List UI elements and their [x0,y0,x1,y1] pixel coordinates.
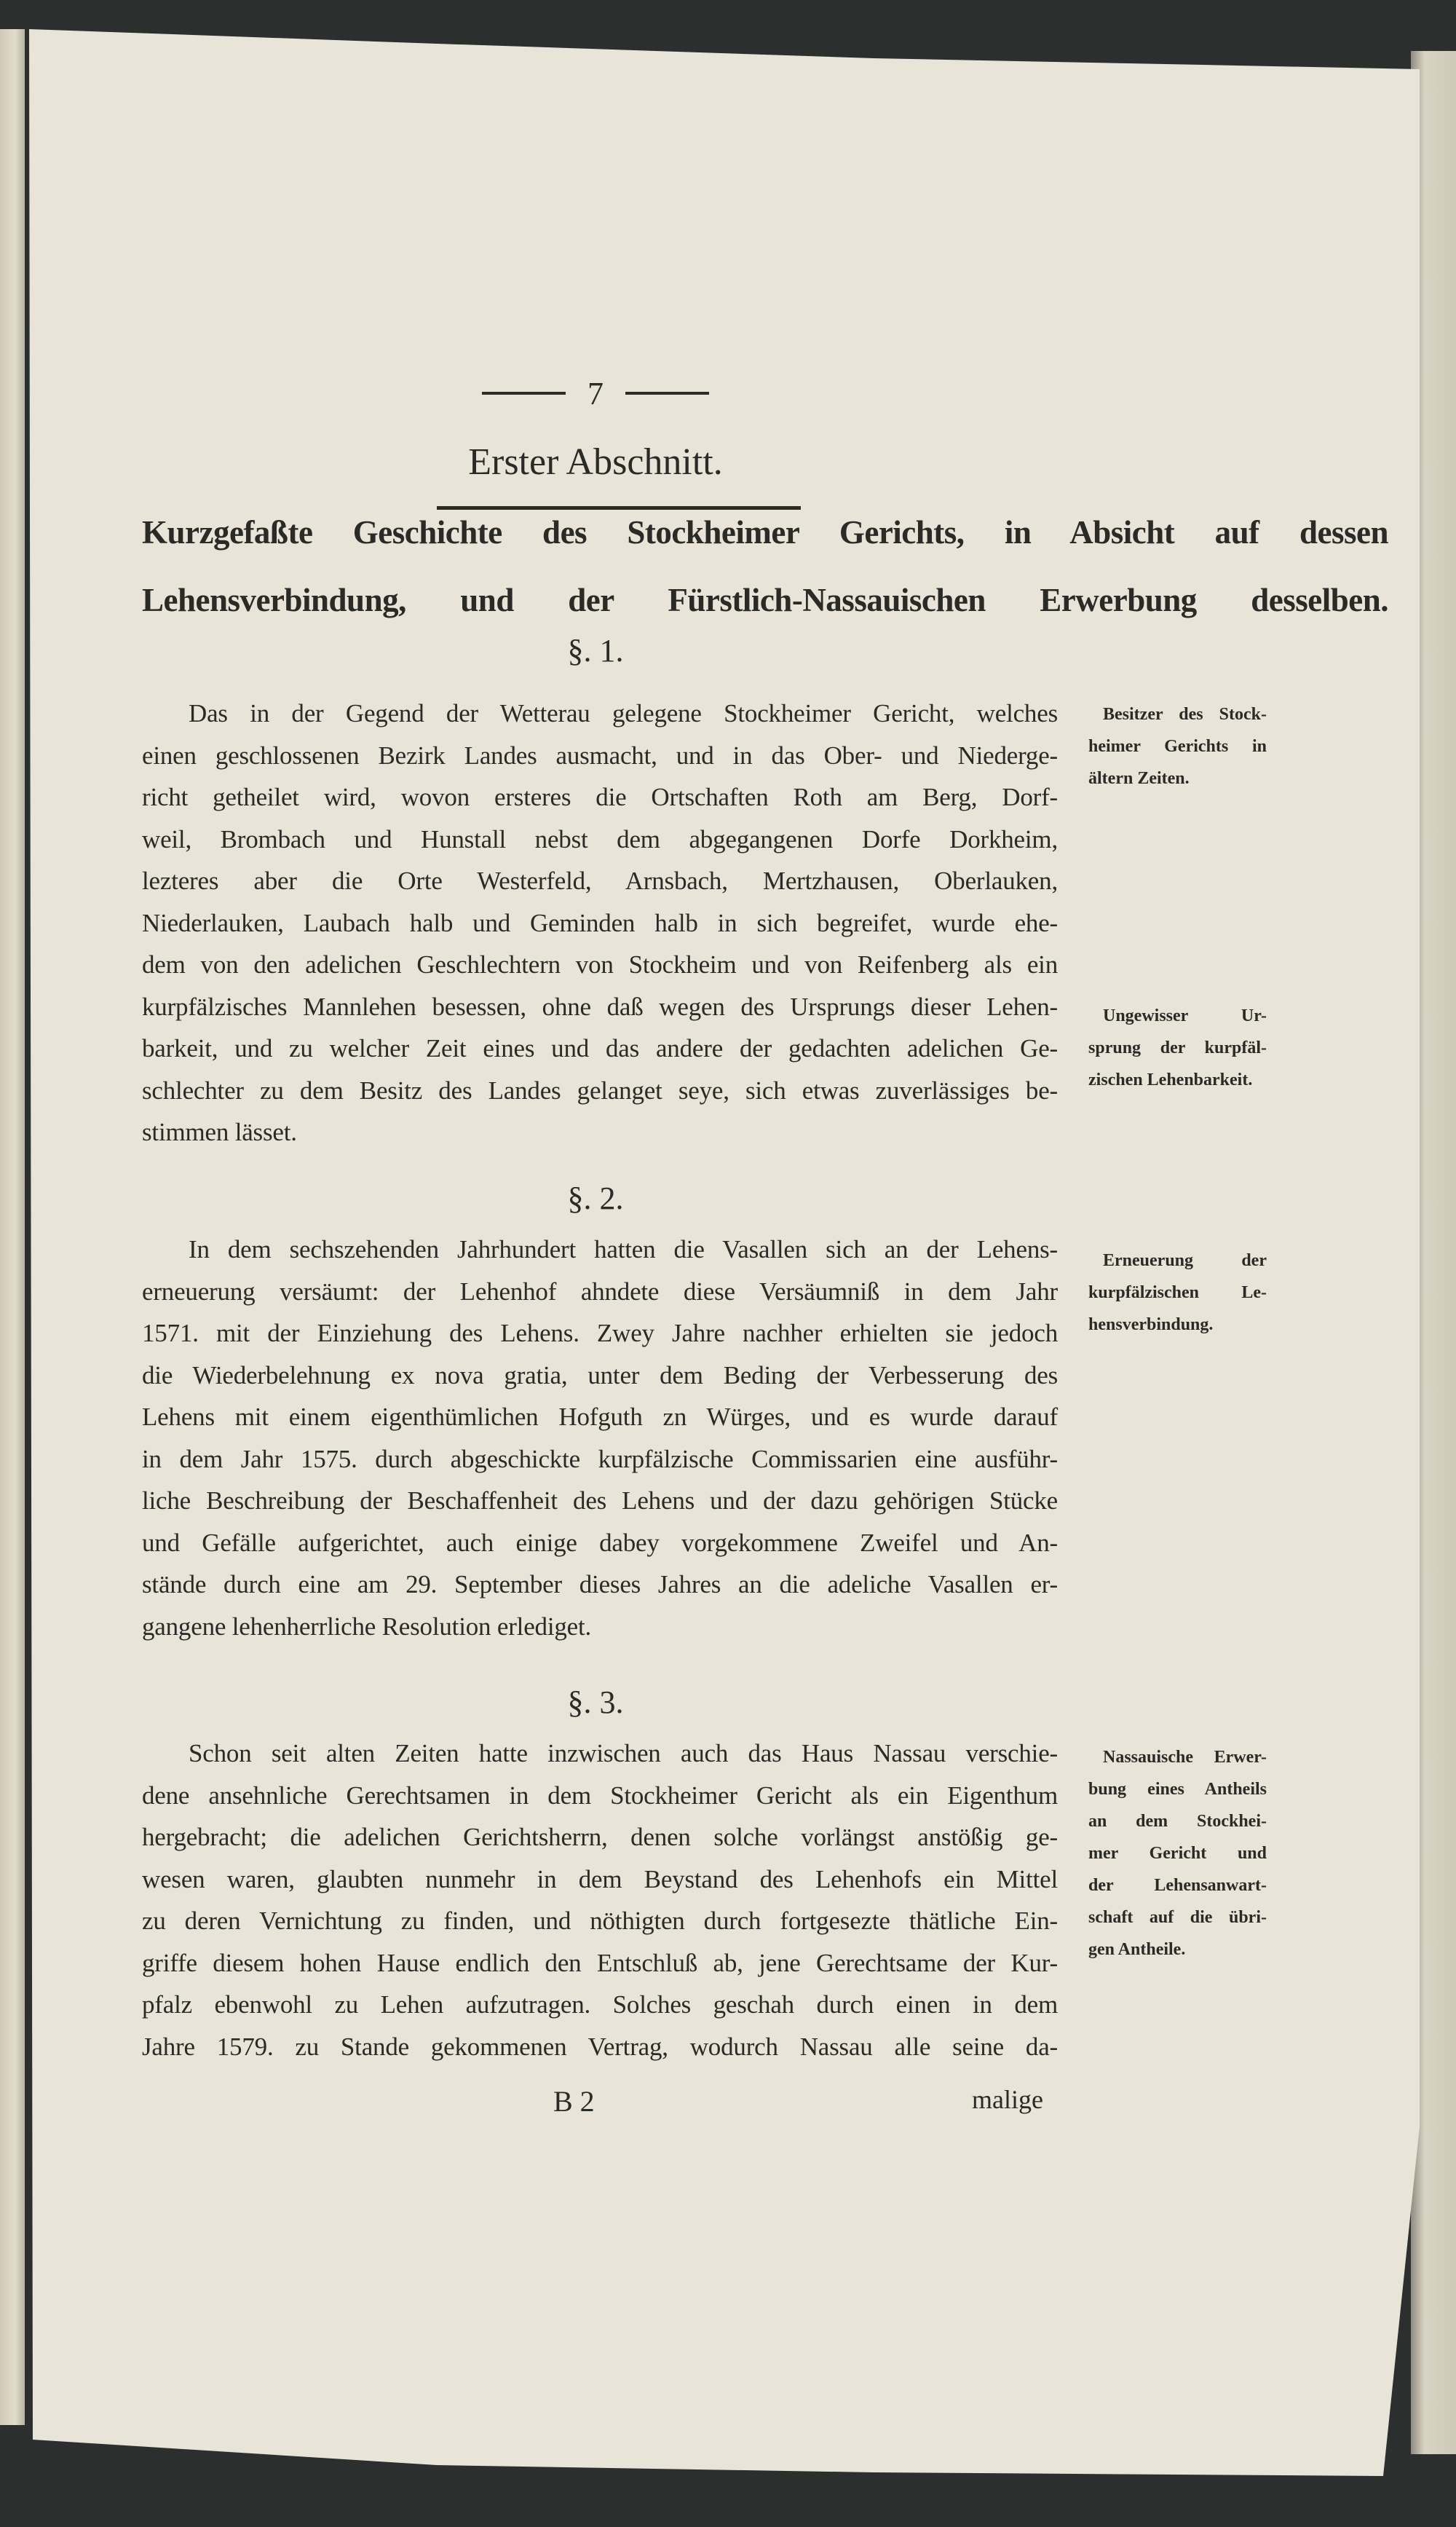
page-header [0,375,1191,412]
page-number: 7 [587,376,604,411]
paragraph-line: griffe diesem hohen Hause endlich den Entschluß ab, jene Gerechtsame der Kur- [142,1949,1058,1977]
paragraph-line: Schon seit alten Zeiten hatte inzwischen auch das Haus Nassau verschie- [189,1739,1058,1767]
paragraph-line: Lehens mit einem eigenthümlichen Hofguth zn Würges, und es wurde darauf [142,1403,1058,1431]
paragraph-line: hergebracht; die adelichen Gerichtsherrn, denen solche vorlängst anstößig ge- [142,1823,1058,1851]
section-sign: §. 3. [567,1684,624,1720]
paragraph-line: pfalz ebenwohl zu Lehen aufzutragen. Solches geschah durch einen in dem [142,1990,1058,2019]
margin-note-line: der Lehensanwart- [1088,1876,1267,1895]
margin-note-line: Nassauische Erwer- [1103,1748,1267,1767]
paragraph-line: gangene lehenherrliche Resolution erlediget. [142,1612,592,1641]
paragraph-line: liche Beschreibung der Beschaffenheit des Lehens und der dazu gehörigen Stücke [142,1486,1058,1515]
paragraph-line: wesen waren, glaubten nunmehr in dem Beystand des Lehenhofs ein Mittel [142,1865,1058,1893]
margin-note-line: zischen Lehenbarkeit. [1088,1071,1253,1089]
margin-note-line: hensverbindung. [1088,1315,1214,1334]
ornament-left-icon [482,392,566,402]
paragraph-line: In dem sechszehenden Jahrhundert hatten die Vasallen sich an der Lehens- [189,1235,1058,1264]
signature-mark: B 2 [553,2085,595,2118]
margin-note-line: sprung der kurpfäl- [1088,1038,1267,1057]
ornament-right-icon [625,392,709,402]
paragraph-line: weil, Brombach und Hunstall nebst dem abgegangenen Dorfe Dorkheim, [142,825,1058,853]
paragraph-line: 1571. mit der Einziehung des Lehens. Zwey Jahre nachher erhielten sie jedoch [142,1319,1058,1347]
paragraph-line: einen geschlossenen Bezirk Landes ausmacht, und in das Ober- und Niederge- [142,741,1058,770]
paragraph-line: dem von den adelichen Geschlechtern von Stockheim und von Reifenberg als ein [142,950,1058,979]
paragraph-line: Jahre 1579. zu Stande gekommenen Vertrag, wodurch Nassau alle seine da- [142,2033,1058,2061]
catchword: malige [972,2085,1043,2114]
heading-line: Kurzgefaßte Geschichte des Stockheimer Gerichts, in Absicht auf dessen [142,514,1388,551]
margin-note-line: bung eines Antheils [1088,1780,1267,1799]
paragraph-line: erneuerung versäumt: der Lehenhof ahndete diese Versäumniß in dem Jahr [142,1277,1058,1306]
margin-note-line: heimer Gerichts in [1088,737,1267,756]
margin-note-line: an dem Stockhei- [1088,1812,1267,1831]
margin-note-line: schaft auf die übri- [1088,1908,1267,1927]
margin-note-line: kurpfälzischen Le- [1088,1283,1267,1302]
paragraph-line: Niederlauken, Laubach halb und Geminden halb in sich begreifet, wurde ehe- [142,909,1058,937]
section-sign: §. 2. [567,1180,624,1216]
paragraph-line: kurpfälzisches Mannlehen besessen, ohne daß wegen des Ursprungs dieser Lehen- [142,993,1058,1021]
margin-note-line: Erneuerung der [1103,1251,1267,1270]
margin-note-line: mer Gericht und [1088,1844,1267,1863]
paragraph-line: lezteres aber die Orte Westerfeld, Arnsbach, Mertzhausen, Oberlauken, [142,867,1058,895]
paragraph-line: zu deren Vernichtung zu finden, und nöthigten durch fortgesezte thätliche Ein- [142,1907,1058,1935]
margin-note-line: Besitzer des Stock- [1103,705,1267,724]
paragraph-line: in dem Jahr 1575. durch abgeschickte kurpfälzische Commissarien eine ausführ- [142,1445,1058,1473]
paragraph-line: stände durch eine am 29. September dieses Jahres an die adeliche Vasallen er- [142,1570,1058,1598]
margin-note-line: gen Antheile. [1088,1940,1186,1959]
paragraph-line: dene ansehnliche Gerechtsamen in dem Stockheimer Gericht als ein Eigenthum [142,1781,1058,1810]
paragraph-line: stimmen lässet. [142,1118,297,1146]
paragraph-line: schlechter zu dem Besitz des Landes gelanget seye, sich etwas zuverlässiges be- [142,1076,1058,1105]
margin-note-line: ältern Zeiten. [1088,769,1190,788]
paragraph-line: und Gefälle aufgerichtet, auch einige dabey vorgekommene Zweifel und An- [142,1529,1058,1557]
heading-line: Lehensverbindung, und der Fürstlich-Nassauischen Erwerbung desselben. [142,582,1388,618]
paragraph-line: richt getheilet wird, wovon ersteres die Ortschaften Roth am Berg, Dorf- [142,783,1058,811]
paragraph-line: die Wiederbelehnung ex nova gratia, unter dem Beding der Verbesserung des [142,1361,1058,1389]
paragraph-line: barkeit, und zu welcher Zeit eines und das andere der gedachten adelichen Ge- [142,1034,1058,1063]
divider-rule [437,506,801,510]
section-title: Erster Abschnitt. [468,441,723,483]
margin-note-line: Ungewisser Ur- [1103,1006,1267,1025]
section-sign: §. 1. [567,633,624,669]
paragraph-line: Das in der Gegend der Wetterau gelegene Stockheimer Gericht, welches [189,699,1058,728]
